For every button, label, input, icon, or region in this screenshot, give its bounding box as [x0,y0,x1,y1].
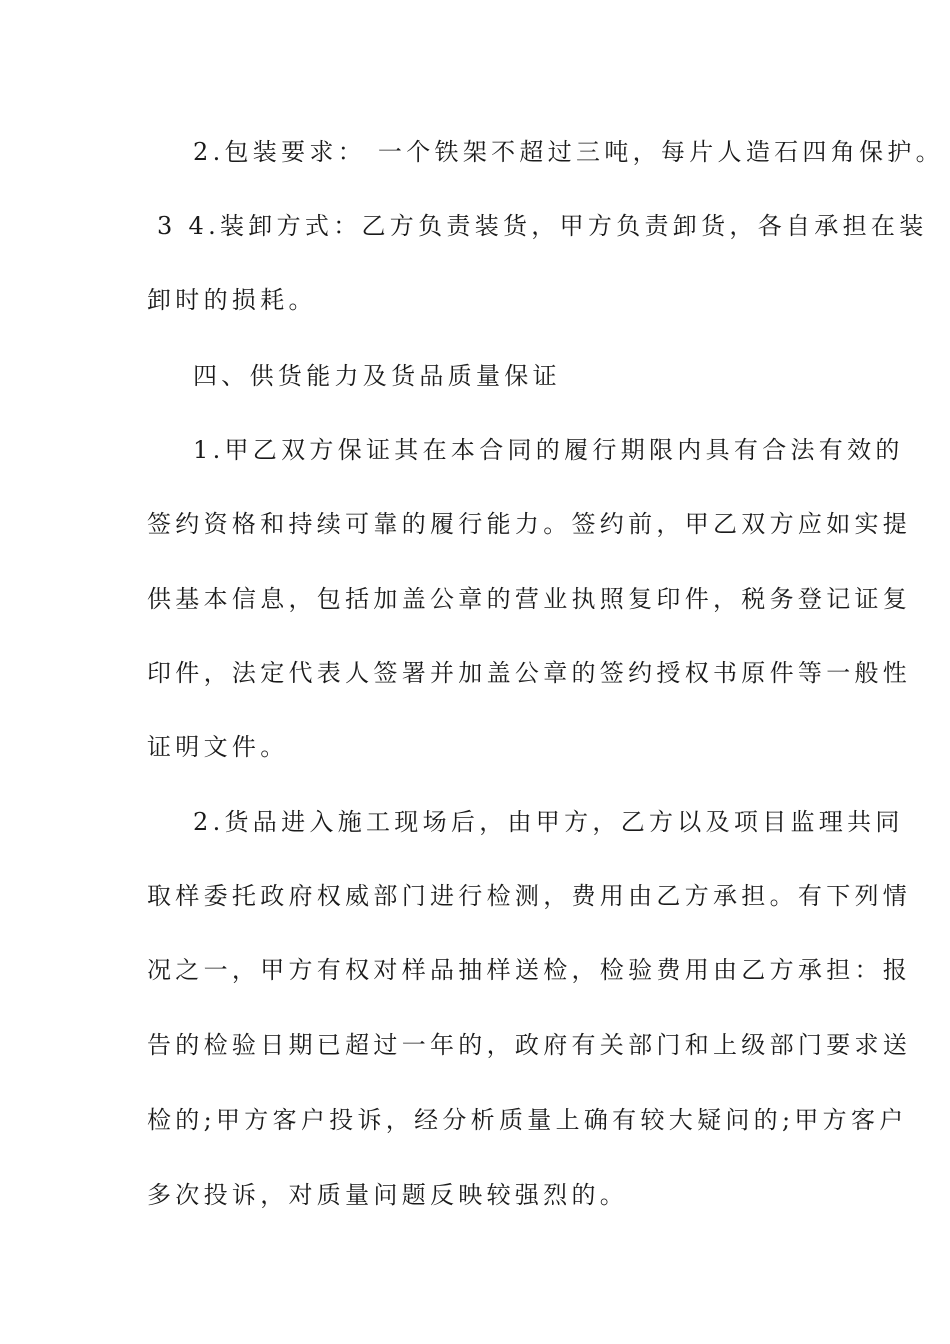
text-line: 3 4.装卸方式：乙方负责装货，甲方负责卸货，各自承担在装 [157,212,928,240]
text-line: 2.货品进入施工现场后，由甲方，乙方以及项目监理共同 [193,808,904,836]
text-line: 况之一，甲方有权对样品抽样送检，检验费用由乙方承担：报 [147,956,912,984]
text-line: 多次投诉，对质量问题反映较强烈的。 [147,1181,629,1209]
section-heading: 四、供货能力及货品质量保证 [193,362,561,390]
text-line: 检的;甲方客户投诉，经分析质量上确有较大疑问的;甲方客户 [147,1106,908,1134]
text-line: 告的检验日期已超过一年的，政府有关部门和上级部门要求送 [147,1031,912,1059]
text-line: 证明文件。 [147,733,289,761]
text-line: 卸时的损耗。 [147,286,317,314]
text-line: 2.包装要求： 一个铁架不超过三吨，每片人造石四角保护。 [193,138,944,166]
text-line: 1.甲乙双方保证其在本合同的履行期限内具有合法有效的 [193,436,904,464]
text-line: 签约资格和持续可靠的履行能力。签约前，甲乙双方应如实提 [147,510,912,538]
text-line: 印件，法定代表人签署并加盖公章的签约授权书原件等一般性 [147,659,912,687]
text-line: 取样委托政府权威部门进行检测，费用由乙方承担。有下列情 [147,882,912,910]
text-line: 供基本信息，包括加盖公章的营业执照复印件，税务登记证复 [147,585,912,613]
